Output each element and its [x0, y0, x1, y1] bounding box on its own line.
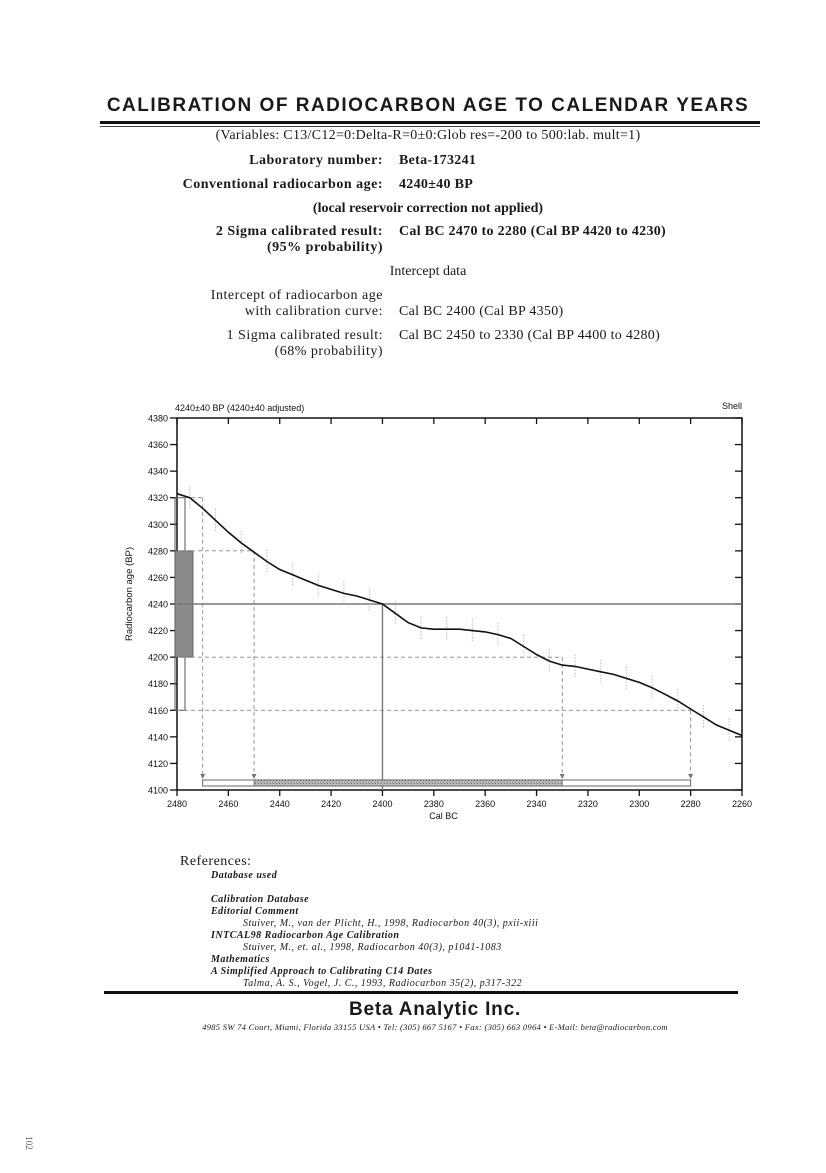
references-heading: References: [180, 854, 252, 869]
reference-line: Mathematics [211, 954, 270, 965]
y-tick-label: 4300 [147, 519, 168, 530]
x-axis-label: Cal BC [429, 811, 458, 821]
y-tick-label: 4380 [147, 413, 168, 424]
calibration-curve [177, 494, 742, 736]
range-arrow [200, 774, 205, 779]
reference-line: Calibration Database [211, 894, 310, 905]
reference-line: Talma, A. S., Vogel, J. C., 1993, Radiocarbon 35(2), p317-322 [243, 978, 523, 989]
y-tick-label: 4320 [147, 493, 168, 504]
y-tick-label: 4160 [147, 705, 168, 716]
x-tick-label: 2360 [475, 799, 496, 809]
one-sigma-range-bar [254, 780, 562, 786]
x-tick-label: 2380 [423, 799, 444, 809]
references-list [180, 870, 538, 990]
chart-title: 4240±40 BP (4240±40 adjusted) [175, 403, 305, 413]
chart-title-right: Shell [721, 401, 742, 411]
intercept-label: Intercept of radiocarbon age [210, 288, 383, 303]
intercept-heading: Intercept data [389, 264, 467, 279]
x-tick-label: 2420 [321, 799, 342, 809]
y-tick-label: 4100 [147, 785, 168, 796]
two-sigma-value: Cal BC 2470 to 2280 (Cal BP 4420 to 4230) [399, 224, 667, 239]
one-sigma-probability: (68% probability) [274, 344, 383, 359]
range-arrow [688, 774, 693, 779]
two-sigma-probability: (95% probability) [267, 240, 383, 255]
company-name: Beta Analytic Inc. [348, 999, 522, 1020]
reference-line: Database used [211, 870, 278, 881]
conventional-age-label: Conventional radiocarbon age: [182, 177, 383, 192]
title-rule [100, 121, 760, 124]
x-tick-label: 2440 [269, 799, 290, 809]
x-tick-label: 2320 [577, 799, 598, 809]
y-tick-label: 4260 [147, 572, 168, 583]
x-tick-label: 2400 [372, 799, 393, 809]
reference-gap [211, 882, 538, 894]
one-sigma-label: 1 Sigma calibrated result: [226, 328, 383, 343]
y-tick-label: 4120 [147, 758, 168, 769]
reference-line: Stuiver, M., et. al., 1998, Radiocarbon 40(3), p1041-1083 [243, 942, 502, 953]
x-tick-label: 2300 [629, 799, 650, 809]
intercept-label-2: with calibration curve: [244, 304, 383, 319]
y-axis-label: Radiocarbon age (BP) [124, 547, 135, 641]
x-tick-label: 2480 [166, 799, 188, 809]
reservoir-note: (local reservoir correction not applied) [312, 201, 544, 216]
y-tick-label: 4200 [147, 652, 168, 663]
title-rule-thin [100, 126, 760, 127]
references [180, 854, 538, 990]
two-sigma-label: 2 Sigma calibrated result: [215, 224, 383, 239]
y-tick-label: 4180 [147, 679, 168, 690]
lab-number-value: Beta-173241 [399, 153, 477, 168]
y-tick-label: 4220 [147, 626, 168, 637]
one-sigma-value: Cal BC 2450 to 2330 (Cal BP 4400 to 4280) [399, 328, 661, 343]
range-arrow [252, 774, 257, 779]
calibration-chart [0, 395, 826, 835]
footer-rule [104, 991, 738, 994]
reference-line: A Simplified Approach to Calibrating C14 Dates [211, 966, 433, 977]
variables-line: (Variables: C13/C12=0:Delta-R=0±0:Glob res=-200 to 500:lab. mult=1) [215, 128, 641, 143]
y-tick-label: 4340 [147, 466, 168, 477]
reference-line: INTCAL98 Radiocarbon Age Calibration [211, 930, 400, 941]
y-tick-label: 4360 [147, 440, 168, 451]
x-tick-label: 2340 [526, 799, 547, 809]
lab-number-label: Laboratory number: [249, 153, 383, 168]
x-tick-label: 2280 [680, 799, 701, 809]
company-address: 4985 SW 74 Court, Miami, Florida 33155 USA • Tel: (305) 667 5167 • Fax: (305) 663 0964 • E-Mail: beta@radiocarbon.com [202, 1022, 668, 1032]
y-tick-label: 4140 [147, 732, 168, 743]
page-title: CALIBRATION OF RADIOCARBON AGE TO CALENDAR YEARS [106, 95, 750, 116]
range-arrow [560, 774, 565, 779]
x-tick-label: 2260 [731, 799, 753, 809]
y-tick-label: 4240 [147, 599, 168, 610]
reference-line: Editorial Comment [211, 906, 299, 917]
intercept-value: Cal BC 2400 (Cal BP 4350) [399, 304, 564, 319]
reference-line: Stuiver, M., van der Plicht, H., 1998, Radiocarbon 40(3), pxii-xiii [243, 918, 539, 929]
x-tick-label: 2460 [218, 799, 239, 809]
y-tick-label: 4280 [147, 546, 168, 557]
conventional-age-value: 4240±40 BP [399, 177, 474, 192]
margin-mark: 102 [23, 1136, 34, 1150]
